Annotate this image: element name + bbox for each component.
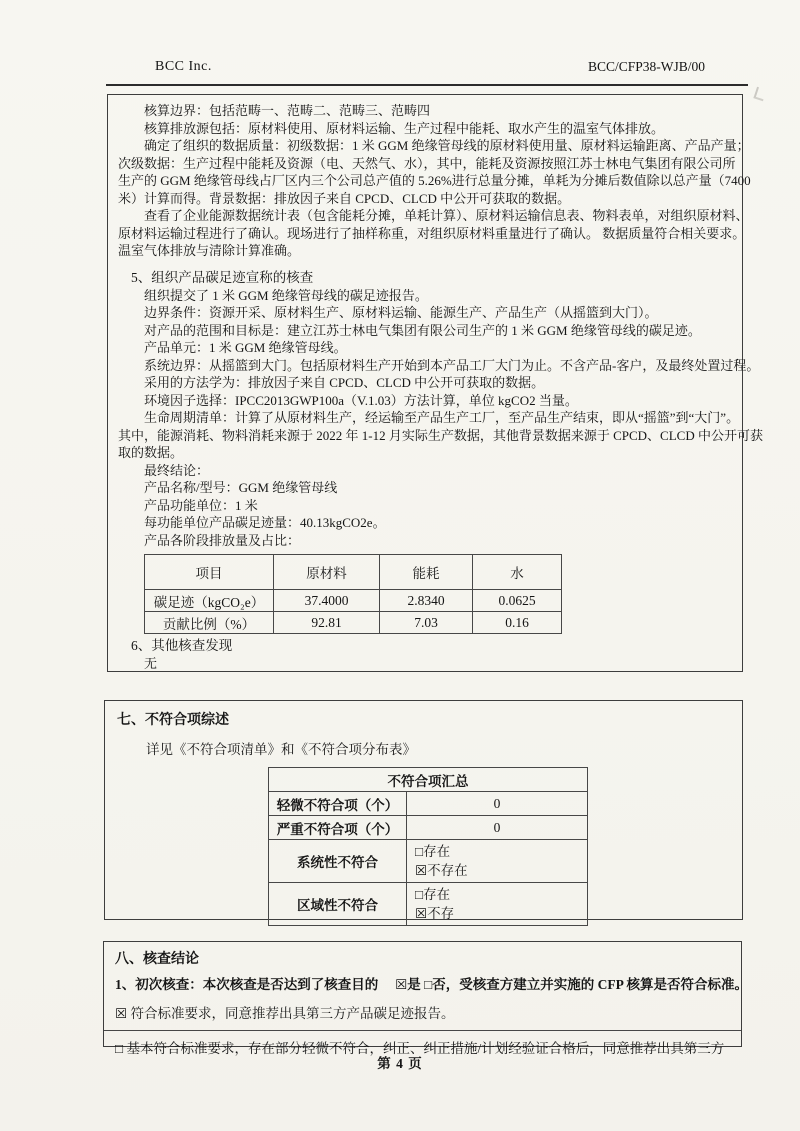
cell-value: 0.0625 bbox=[473, 590, 562, 612]
conclusion-meets-standard: ☒ 符合标准要求，同意推荐出具第三方产品碳足迹报告。 bbox=[115, 1006, 455, 1021]
table-header-row bbox=[145, 555, 562, 590]
verification-findings-box bbox=[107, 94, 763, 672]
row-label: 严重不符合项（个） bbox=[269, 816, 407, 840]
verification-conclusion-box bbox=[103, 941, 749, 1056]
section5-line: 其中，能源消耗、物料消耗来源于 2022 年 1-12 月实际生产数据，其他背景数据来源于 CPCD、CLCD 中公开可获 bbox=[118, 427, 763, 443]
document-number: BCC/CFP38-WJB/00 bbox=[588, 59, 706, 74]
checkbox-options bbox=[407, 840, 588, 883]
checkbox-option-exists: □存在 bbox=[415, 887, 451, 902]
section5-line: 产品功能单位：1 米 bbox=[144, 497, 258, 513]
findings-line: 温室气体排放与清除计算准确。 bbox=[118, 243, 301, 258]
cell-value: 92.81 bbox=[274, 612, 380, 634]
column-header: 水 bbox=[473, 555, 562, 590]
cell-value: 0.16 bbox=[473, 612, 562, 634]
findings-line: 生产的 GGM 绝缘管母线占厂区内三个公司总产值的 5.26%进行总量分摊，单耗为分摊后数值除以总产量（7400 bbox=[118, 173, 751, 188]
row-label: 区域性不符合 bbox=[269, 883, 407, 926]
cell-value: 37.4000 bbox=[274, 590, 380, 612]
row-label: 贡献比例（%） bbox=[145, 612, 274, 634]
product-stage-emissions-table bbox=[144, 554, 562, 634]
table-header-row bbox=[269, 768, 588, 792]
findings-line: 核算排放源包括：原材料使用、原材料运输、生产过程中能耗、取水产生的温室气体排放。 bbox=[144, 120, 665, 136]
section5-line: 每功能单位产品碳足迹量：40.13kgCO2e。 bbox=[144, 515, 386, 530]
findings-line: 原材料运输过程进行了确认。现场进行了抽样称重，对组织原材料重量进行了确认。 数据质量符合相关要求。 bbox=[118, 225, 746, 241]
scan-smudge bbox=[753, 87, 766, 102]
section5-line: 生命周期清单：计算了从原材料生产，经运输至产品生产工厂，至产品生产结束，即从“摇篮”到“大门”。 bbox=[144, 410, 740, 425]
section5-line: 产品各阶段排放量及占比： bbox=[144, 532, 301, 548]
findings-line: 米）计算而得。背景数据：排放因子来自 CPCD、CLCD 中公开可获取的数据。 bbox=[118, 190, 571, 206]
conclusion-initial-verification: 1、初次核查：本次核查是否达到了核查目的 ☒是 □否，受核查方建立并实施的 CFP 核算是否符合标准。 bbox=[115, 977, 749, 992]
section7-subtitle: 详见《不符合项清单》和《不符合项分布表》 bbox=[146, 742, 416, 757]
section5-line: 环境因子选择：IPCC2013GWP100a（V.1.03）方法计算，单位 kgCO2 当量。 bbox=[144, 392, 578, 408]
findings-line: 次级数据：生产过程中能耗及资源（电、天然气、水），其中，能耗及资源按照江苏士林电气集团有限公司所 bbox=[118, 155, 736, 171]
findings-line: 确定了组织的数据质量：初级数据：1 米 GGM 绝缘管母线的原材料使用量、原材料运输距离、产品产量； bbox=[144, 138, 750, 153]
row-label: 碳足迹（kgCO₂e） bbox=[145, 590, 274, 612]
cell-value: 7.03 bbox=[380, 612, 473, 634]
section6-body: 无 bbox=[144, 656, 158, 671]
header-rule bbox=[106, 84, 748, 86]
table-row bbox=[269, 883, 588, 926]
row-label: 轻微不符合项（个） bbox=[269, 792, 407, 816]
row-label: 系统性不符合 bbox=[269, 840, 407, 883]
section7-title: 七、不符合项综述 bbox=[117, 713, 229, 728]
cell-value: 0 bbox=[407, 792, 588, 816]
section5-line: 产品单元：1 米 GGM 绝缘管母线。 bbox=[144, 340, 347, 355]
table-title: 不符合项汇总 bbox=[269, 768, 588, 792]
checkbox-option-exists: □存在 bbox=[415, 844, 451, 859]
page-number: 第 4 页 bbox=[377, 1056, 423, 1071]
section5-line: 边界条件：资源开采、原材料生产、原材料运输、能源生产、产品生产（从摇篮到大门）。 bbox=[144, 305, 658, 320]
checkbox-option-not-exists: ☒不存 bbox=[415, 906, 455, 921]
column-header: 能耗 bbox=[380, 555, 473, 590]
cell-value: 2.8340 bbox=[380, 590, 473, 612]
section8-title: 八、核查结论 bbox=[115, 952, 199, 967]
company-name: BCC Inc. bbox=[155, 59, 212, 74]
table-row bbox=[145, 612, 562, 634]
section5-line: 采用的方法学为：排放因子来自 CPCD、CLCD 中公开可获取的数据。 bbox=[144, 375, 545, 390]
column-header: 原材料 bbox=[274, 555, 380, 590]
section5-line: 产品名称/型号：GGM 绝缘管母线 bbox=[144, 480, 338, 495]
nonconformity-table bbox=[268, 767, 588, 926]
section5-title: 5、组织产品碳足迹宣称的核查 bbox=[131, 269, 314, 285]
section5-line: 取的数据。 bbox=[118, 445, 184, 460]
section5-line: 对产品的范围和目标是：建立江苏士林电气集团有限公司生产的 1 米 GGM 绝缘管母线的碳足迹。 bbox=[144, 322, 701, 338]
findings-line: 核算边界：包括范畴一、范畴二、范畴三、范畴四 bbox=[144, 103, 431, 118]
conclusion-basically-meets-standard: □ 基本符合标准要求，存在部分轻微不符合，纠正、纠正措施/计划经验证合格后，同意推荐出具第三方 bbox=[104, 1030, 741, 1063]
section6-title: 6、其他核查发现 bbox=[131, 638, 233, 653]
section5-line: 系统边界：从摇篮到大门。包括原材料生产开始到本产品工厂大门为止。不含产品-客户，及最终处置过程。 bbox=[144, 357, 760, 373]
findings-line: 查看了企业能源数据统计表（包含能耗分摊，单耗计算）、原材料运输信息表、物料表单，对组织原材料、 bbox=[144, 208, 749, 223]
table-row bbox=[269, 816, 588, 840]
section5-line: 组织提交了 1 米 GGM 绝缘管母线的碳足迹报告。 bbox=[144, 287, 428, 303]
checkbox-options bbox=[407, 883, 588, 926]
table-row bbox=[269, 792, 588, 816]
table-row bbox=[145, 590, 562, 612]
column-header: 项目 bbox=[145, 555, 274, 590]
table-row bbox=[269, 840, 588, 883]
section5-line: 最终结论： bbox=[144, 462, 210, 478]
cell-value: 0 bbox=[407, 816, 588, 840]
nonconformity-summary-box bbox=[104, 700, 743, 920]
checkbox-option-not-exists: ☒不存在 bbox=[415, 863, 468, 878]
